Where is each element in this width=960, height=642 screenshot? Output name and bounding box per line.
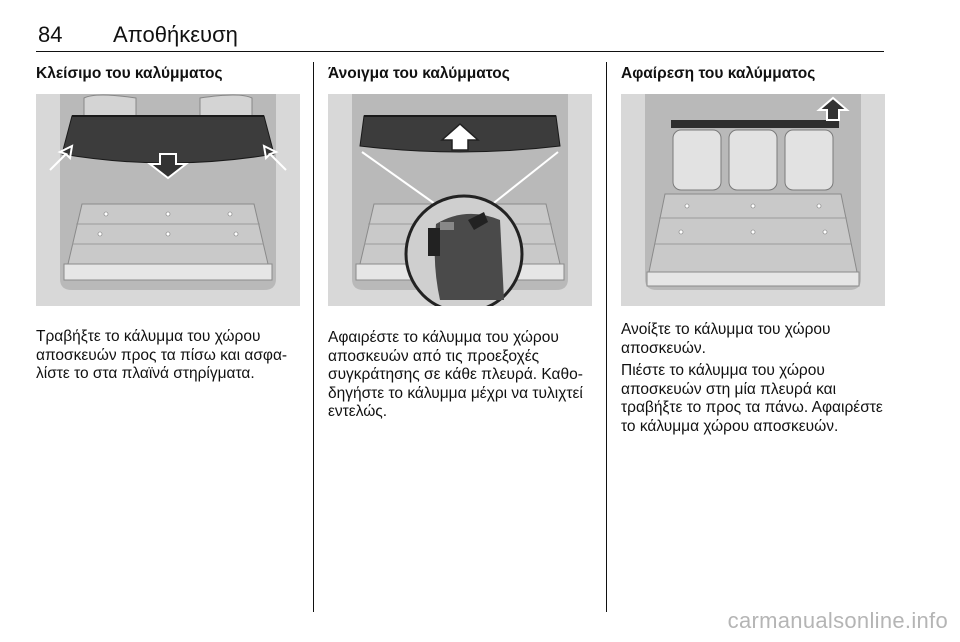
column-divider <box>606 62 607 612</box>
instruction-paragraph: Τραβήξτε το κάλυμμα του χώρου αποσκευών προς τα πίσω και ασφα-λίστε το στα πλαϊνά στηρίγματα. <box>36 328 288 382</box>
section-close-cover <box>36 62 302 384</box>
section-open-cover <box>328 62 594 422</box>
instruction-paragraph: Ανοίξτε το κάλυμμα του χώρου αποσκευών. <box>621 321 831 357</box>
cargo-cover-remove-illustration <box>621 94 885 306</box>
section-heading: Αφαίρεση του καλύμματος <box>621 65 816 82</box>
cargo-cover-close-illustration <box>36 94 300 306</box>
section-heading: Κλείσιμο του καλύμματος <box>36 65 223 82</box>
section-heading: Άνοιγμα του καλύμματος <box>328 65 510 82</box>
page-number: 84 <box>38 22 63 47</box>
column-divider <box>313 62 314 612</box>
page-title: Αποθήκευση <box>113 22 238 47</box>
instruction-paragraph: Αφαιρέστε το κάλυμμα του χώρου αποσκευών από τις προεξοχές συγκράτησης σε κάθε πλευρά. Καθο-δηγήστε το κάλυμμα μέχρι να τυλιχτεί εντελώς. <box>328 329 583 420</box>
instruction-paragraph: Πιέστε το κάλυμμα του χώρου αποσκευών στη μία πλευρά και τραβήξτε το προς τα πάνω. Αφαιρέστε το κάλυμμα χώρου αποσκευών. <box>621 362 883 435</box>
cargo-cover-open-illustration <box>328 94 592 306</box>
header-divider <box>36 51 884 52</box>
watermark: carmanualsonline.info <box>727 608 948 633</box>
section-remove-cover <box>621 62 887 436</box>
